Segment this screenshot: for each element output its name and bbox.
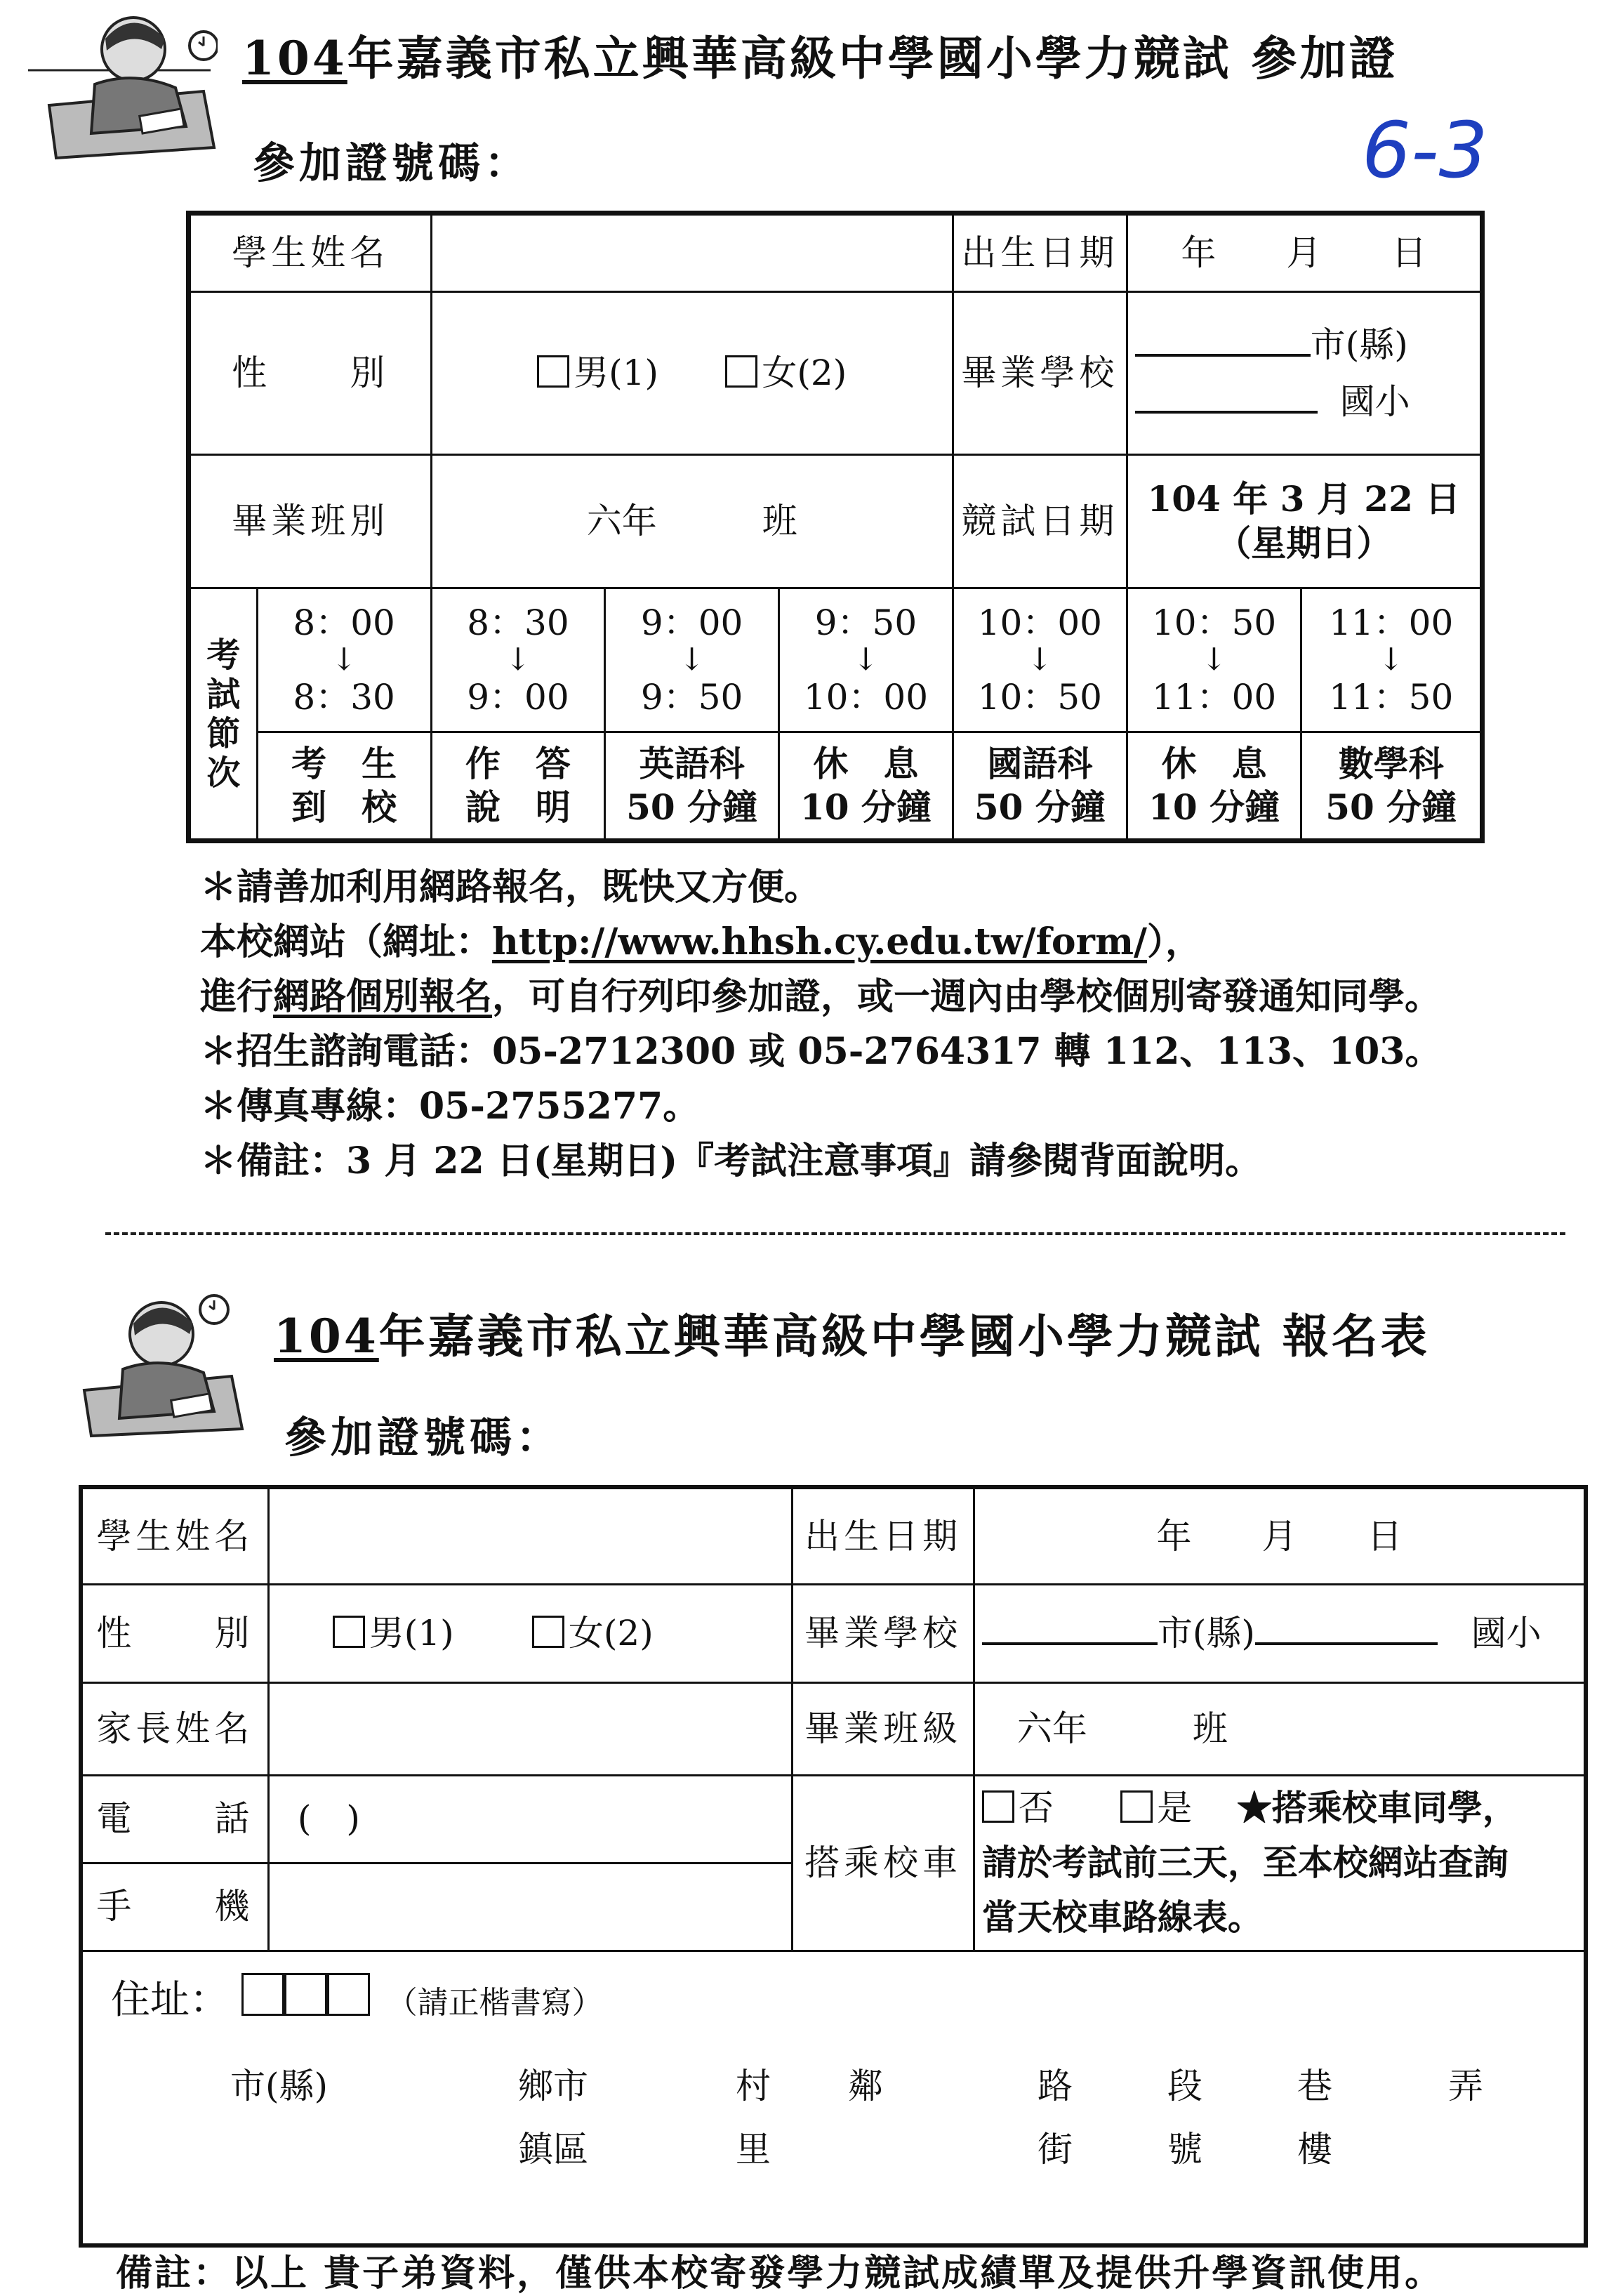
birth-date-field[interactable]: 年 月 日 (1127, 213, 1482, 292)
class-label: 畢業班別 (189, 455, 432, 588)
addr-village: 村 (736, 2065, 771, 2106)
session-name: 數學科 (1338, 742, 1444, 784)
address-field[interactable] (81, 1951, 1586, 2245)
down-arrow-icon: ↓ (1201, 642, 1228, 678)
male-checkbox[interactable] (537, 355, 569, 388)
student-clipart-icon-2 (70, 1285, 253, 1446)
schedule-time-3 (605, 588, 779, 732)
schedule-time-1 (257, 588, 431, 732)
individual-signup-link[interactable]: 網路個別報名 (273, 975, 493, 1018)
student-name-field[interactable] (431, 213, 953, 292)
addr-district: 鎮區 (518, 2128, 588, 2170)
down-arrow-icon: ↓ (679, 642, 705, 678)
schedule-item-2 (431, 732, 605, 841)
cut-line-divider (105, 1232, 1565, 1235)
handwritten-note: 6-3 (1362, 105, 1488, 195)
session-name: 休 息 (1161, 742, 1267, 784)
city-suffix: 市(縣) (1310, 324, 1408, 365)
start-time: 10：00 (977, 602, 1102, 643)
start-time: 11：00 (1329, 602, 1454, 643)
address-hint: （請正楷書寫） (386, 1984, 603, 2021)
addr-li: 里 (736, 2128, 771, 2170)
school-bus-label: 搭乘校車 (793, 1775, 974, 1951)
addr-neighborhood: 鄰 (848, 2065, 883, 2106)
schedule-label-text: 考試節次 (206, 635, 241, 793)
note-website-suffix: ）， (1146, 921, 1202, 963)
bus-yes-label: 是 (1157, 1788, 1193, 1828)
down-arrow-icon: ↓ (1026, 642, 1053, 678)
note-signup-prefix: 進行 (200, 975, 274, 1018)
form-title (274, 1299, 1430, 1366)
session-name: 英語科 (639, 742, 745, 784)
schedule-item-5 (953, 732, 1127, 841)
form-city-suffix: 市(縣) (1157, 1612, 1255, 1654)
note-fax: ＊傳真專線：05-2755277。 (200, 1085, 700, 1128)
schedule-time-6 (1127, 588, 1301, 732)
phone-field[interactable]: ( ) (268, 1775, 793, 1863)
note-remark: ＊備註：3 月 22 日(星期日)『考試注意事項』請參閱背面說明。 (200, 1140, 1262, 1182)
form-gender-field (268, 1584, 793, 1682)
registration-form-table (79, 1485, 1588, 2248)
card-title-text: 年嘉義市私立興華高級中學國小學力競試 參加證 (347, 31, 1398, 86)
admission-card-table (186, 211, 1485, 843)
addr-lane: 巷 (1297, 2065, 1332, 2106)
schedule-time-2 (431, 588, 605, 732)
male-label: 男(1) (574, 352, 659, 394)
end-time: 8：30 (293, 677, 395, 718)
bus-note-line2: 請於考試前三天，至本校網站查詢 (981, 1842, 1509, 1883)
schedule-item-6 (1127, 732, 1301, 841)
start-time: 10：50 (1151, 602, 1277, 643)
note-website (200, 915, 1441, 970)
form-birth-date-field[interactable]: 年 月 日 (974, 1487, 1586, 1584)
mobile-label: 手 機 (81, 1863, 268, 1951)
female-label: 女(2) (762, 352, 847, 394)
form-birth-date-label: 出生日期 (793, 1487, 974, 1584)
form-male-checkbox[interactable] (333, 1616, 365, 1648)
note-individual-signup (200, 970, 1441, 1024)
addr-alley: 弄 (1448, 2065, 1483, 2106)
session-detail: 到 校 (291, 786, 397, 828)
zip-box-1[interactable] (241, 1973, 284, 2016)
schedule-item-7 (1301, 732, 1483, 841)
form-title-text: 年嘉義市私立興華高級中學國小學力競試 報名表 (378, 1309, 1430, 1364)
class-value: 六年 班 (431, 455, 953, 588)
gender-label: 性 別 (189, 292, 432, 455)
end-time: 11：50 (1329, 677, 1454, 718)
start-time: 8：30 (467, 602, 569, 643)
form-ticket-number-label: 參加證號碼： (284, 1413, 562, 1463)
notes-block (200, 860, 1441, 1189)
address-label: 住址： (111, 1977, 229, 2023)
form-graduate-school-field[interactable] (974, 1584, 1586, 1682)
note-website-prefix: 本校網站（網址： (200, 921, 493, 963)
exam-date-value (1127, 455, 1482, 588)
form-student-name-label: 學生姓名 (81, 1487, 268, 1584)
session-name: 國語科 (987, 742, 1093, 784)
exam-date-line1: 104 年 3 月 22 日 (1147, 478, 1461, 520)
addr-number: 號 (1167, 2128, 1202, 2170)
session-detail: 10 分鐘 (800, 786, 932, 828)
address-label-row (111, 1973, 603, 2025)
addr-road: 路 (1038, 2065, 1073, 2106)
form-class-value: 六年 班 (974, 1682, 1586, 1775)
addr-floor: 樓 (1297, 2128, 1332, 2170)
note-signup-suffix: ，可自行列印參加證，或一週內由學校個別寄發通知同學。 (492, 975, 1442, 1018)
zip-box-2[interactable] (284, 1973, 327, 2016)
note-phone: ＊招生諮詢電話：05-2712300 或 05-2764317 轉 112、113、103。 (200, 1030, 1442, 1073)
form-title-year: 104 (274, 1309, 379, 1364)
addr-street: 街 (1038, 2128, 1073, 2170)
end-time: 11：00 (1151, 677, 1277, 718)
elementary-suffix: 國小 (1339, 381, 1410, 422)
gender-field (431, 292, 953, 455)
form-elementary-suffix: 國小 (1471, 1612, 1542, 1654)
session-name: 考 生 (291, 742, 397, 784)
zip-box-3[interactable] (327, 1973, 370, 2016)
schedule-time-7 (1301, 588, 1483, 732)
schedule-label (189, 588, 258, 841)
phone-label: 電 話 (81, 1775, 268, 1863)
session-detail: 10 分鐘 (1148, 786, 1280, 828)
form-graduate-school-label: 畢業學校 (793, 1584, 974, 1682)
end-time: 10：50 (977, 677, 1102, 718)
card-title (242, 21, 1398, 88)
start-time: 9：50 (814, 602, 917, 643)
schedule-time-5 (953, 588, 1127, 732)
bus-note-line3: 當天校車路線表。 (981, 1896, 1263, 1938)
session-name: 作 答 (465, 742, 571, 784)
bus-note-line1: ★搭乘校車同學， (1236, 1787, 1518, 1828)
school-bus-field (974, 1775, 1586, 1951)
student-name-label: 學生姓名 (189, 213, 432, 292)
down-arrow-icon: ↓ (1378, 642, 1405, 678)
form-class-label: 畢業班級 (793, 1682, 974, 1775)
parent-name-field[interactable] (268, 1682, 793, 1775)
start-time: 8：00 (293, 602, 395, 643)
schedule-item-4 (778, 732, 953, 841)
birth-date-label: 出生日期 (953, 213, 1127, 292)
mobile-field[interactable] (268, 1863, 793, 1951)
parent-name-label: 家長姓名 (81, 1682, 268, 1775)
schedule-item-1 (257, 732, 431, 841)
graduate-school-field[interactable] (1127, 292, 1482, 455)
form-student-name-field[interactable] (268, 1487, 793, 1584)
form-male-label: 男(1) (369, 1612, 454, 1654)
footer-remark: 備註：以上 貴子弟資料，僅供本校寄發學力競試成績單及提供升學資訊使用。 (116, 2252, 1444, 2295)
website-link[interactable]: http://www.hhsh.cy.edu.tw/form/ (492, 921, 1147, 963)
addr-section: 段 (1167, 2065, 1202, 2106)
card-title-year: 104 (242, 31, 347, 86)
student-clipart-icon (28, 7, 218, 169)
session-detail: 50 分鐘 (1325, 786, 1457, 828)
down-arrow-icon: ↓ (331, 642, 357, 678)
form-female-checkbox[interactable] (532, 1616, 564, 1648)
end-time: 9：00 (467, 677, 569, 718)
form-female-label: 女(2) (568, 1612, 654, 1654)
bus-no-checkbox[interactable] (982, 1790, 1014, 1823)
down-arrow-icon: ↓ (505, 642, 531, 678)
session-detail: 50 分鐘 (626, 786, 758, 828)
session-detail: 50 分鐘 (974, 786, 1106, 828)
form-gender-label: 性 別 (81, 1584, 268, 1682)
schedule-time-4 (778, 588, 953, 732)
exam-date-label: 競試日期 (953, 455, 1127, 588)
graduate-school-label: 畢業學校 (953, 292, 1127, 455)
bus-yes-checkbox[interactable] (1120, 1790, 1153, 1823)
addr-city: 市(縣) (230, 2065, 329, 2106)
bus-no-label: 否 (1018, 1788, 1054, 1828)
start-time: 9：00 (640, 602, 743, 643)
addr-township: 鄉市 (518, 2065, 588, 2106)
session-detail: 說 明 (465, 786, 571, 828)
card-ticket-number-label: 參加證號碼： (253, 139, 531, 188)
exam-date-line2: （星期日） (1216, 522, 1392, 564)
session-name: 休 息 (813, 742, 919, 784)
schedule-item-3 (605, 732, 779, 841)
note-online-signup: ＊請善加利用網路報名，既快又方便。 (200, 866, 821, 909)
down-arrow-icon: ↓ (852, 642, 879, 678)
end-time: 10：00 (803, 677, 929, 718)
end-time: 9：50 (640, 677, 743, 718)
female-checkbox[interactable] (725, 355, 757, 388)
